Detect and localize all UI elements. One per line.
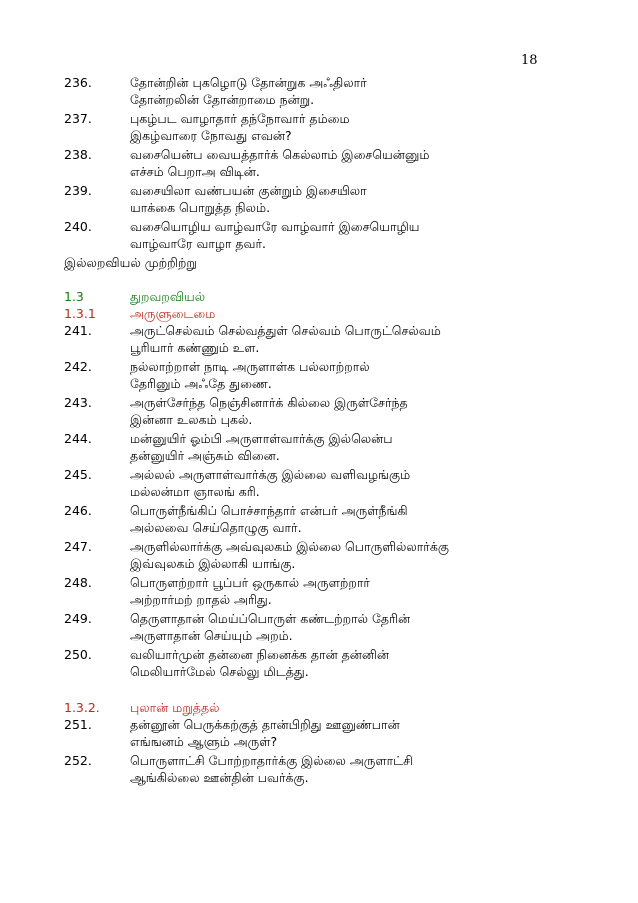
verse-number: 252.	[64, 753, 92, 768]
verse	[64, 502, 584, 536]
verse	[64, 322, 584, 356]
verse-text	[130, 752, 584, 786]
verse-line: வலியார்முன் தன்னை நினைக்க தான் தன்னின்	[130, 647, 390, 662]
verse-line: தன்னூன் பெருக்கற்குத் தான்பிறிது ஊனுண்பான்	[130, 717, 400, 732]
verse-number: 242.	[64, 359, 92, 374]
verse	[64, 146, 584, 180]
verse-number: 237.	[64, 111, 92, 126]
verse-text	[130, 538, 584, 572]
verse-number: 248.	[64, 575, 92, 590]
verse-line: அல்லல் அருளாள்வார்க்கு இல்லை வளிவழங்கும்	[130, 467, 411, 482]
verse	[64, 74, 584, 108]
verse-line: எச்சம் பெறாஅ விடின்.	[130, 164, 260, 179]
verse-line: புகழ்பட வாழாதார் தந்நோவார் தம்மை	[130, 111, 350, 126]
chapter-number: 1.3.2.	[64, 700, 100, 715]
verse	[64, 538, 584, 572]
verse-number: 250.	[64, 647, 92, 662]
verse	[64, 430, 584, 464]
chapter-number: 1.3.1	[64, 306, 96, 321]
verse-line: மெலியார்மேல் செல்லு மிடத்து.	[130, 664, 309, 679]
verse-text	[130, 182, 584, 216]
verse-line: வாழ்வாரே வாழா தவர்.	[130, 236, 267, 251]
verse-number: 240.	[64, 219, 92, 234]
verse	[64, 182, 584, 216]
verse-line: பொருள்நீங்கிப் பொச்சாந்தார் என்பர் அருள்நீங்கி	[130, 503, 408, 518]
verse-text	[130, 110, 584, 144]
verse-line: தோன்றலின் தோன்றாமை நன்று.	[130, 92, 315, 107]
verse-line: அருட்செல்வம் செல்வத்துள் செல்வம் பொருட்செல்வம்	[130, 323, 441, 338]
verse	[64, 574, 584, 608]
chapter-heading	[64, 699, 584, 716]
verse-line: இகழ்வாரை நோவது எவன்?	[130, 128, 292, 143]
verse-line: இன்னா உலகம் புகல்.	[130, 412, 253, 427]
verse-list	[64, 322, 584, 680]
verse-text	[130, 502, 584, 536]
page-content	[64, 74, 584, 788]
verse-number: 246.	[64, 503, 92, 518]
verse-text	[130, 646, 584, 680]
verse-text	[130, 358, 584, 392]
verse	[64, 752, 584, 786]
verse-line: தோன்றின் புகழொடு தோன்றுக அஃதிலார்	[130, 75, 367, 90]
verse-line: தன்னுயிர் அஞ்சும் வினை.	[130, 448, 280, 463]
verse-line: வசையென்ப வையத்தார்க் கெல்லாம் இசையென்னும்	[130, 147, 430, 162]
verse-number: 238.	[64, 147, 92, 162]
verse-line: ஆங்கில்லை ஊன்தின் பவர்க்கு.	[130, 770, 309, 785]
verse-line: எங்ஙனம் ஆளும் அருள்?	[130, 734, 278, 749]
verse	[64, 610, 584, 644]
verse	[64, 110, 584, 144]
verse-line: தெருளாதான் மெய்ப்பொருள் கண்டற்றால் தேரின்	[130, 611, 411, 626]
verse-line: மல்லன்மா ஞாலங் கரி.	[130, 484, 260, 499]
verse-number: 236.	[64, 75, 92, 90]
verse-number: 245.	[64, 467, 92, 482]
verse-text	[130, 574, 584, 608]
verse-text	[130, 74, 584, 108]
verse	[64, 218, 584, 252]
verse-text	[130, 430, 584, 464]
chapter-heading	[64, 305, 584, 322]
part-closing-text: இல்லறவியல் முற்றிற்று	[64, 255, 197, 270]
verse-number: 249.	[64, 611, 92, 626]
verse-list	[64, 74, 584, 252]
verse	[64, 394, 584, 428]
verse-line: வசையொழிய வாழ்வாரே வாழ்வார் இசையொழிய	[130, 219, 420, 234]
page-number: 18	[521, 53, 538, 68]
verse-text	[130, 146, 584, 180]
verse-line: வசையிலா வண்பயன் குன்றும் இசையிலா	[130, 183, 367, 198]
verse-line: பூரியார் கண்ணும் உள.	[130, 340, 260, 355]
verse-line: பொருளாட்சி போற்றாதார்க்கு இல்லை அருளாட்சி	[130, 753, 413, 768]
verse-line: அருளாதான் செய்யும் அறம்.	[130, 628, 293, 643]
verse-line: அருள்சேர்ந்த நெஞ்சினார்க் கில்லை இருள்சேர்ந்த	[130, 395, 408, 410]
verse-number: 244.	[64, 431, 92, 446]
verse-text	[130, 322, 584, 356]
section-number: 1.3	[64, 289, 84, 304]
verse-text	[130, 610, 584, 644]
verse-line: அல்லவை செய்தொழுகு வார்.	[130, 520, 302, 535]
verse	[64, 716, 584, 750]
verse-line: பொருளற்றார் பூப்பர் ஒருகால் அருளற்றார்	[130, 575, 370, 590]
verse-line: இவ்வுலகம் இல்லாகி யாங்கு.	[130, 556, 296, 571]
verse-number: 241.	[64, 323, 92, 338]
section-title: துறவறவியல்	[130, 289, 206, 304]
verse-line: அற்றார்மற் றாதல் அரிது.	[130, 592, 272, 607]
verse-list	[64, 716, 584, 786]
verse-line: மன்னுயிர் ஓம்பி அருளாள்வார்க்கு இல்லென்ப	[130, 431, 393, 446]
verse-line: நல்லாற்றாள் நாடி அருளாள்க பல்லாற்றால்	[130, 359, 370, 374]
verse-number: 247.	[64, 539, 92, 554]
verse-number: 243.	[64, 395, 92, 410]
verse	[64, 646, 584, 680]
verse-line: யாக்கை பொறுத்த நிலம்.	[130, 200, 271, 215]
chapter-title: புலான் மறுத்தல்	[130, 700, 220, 715]
chapter-title: அருளுடைமை	[130, 306, 216, 321]
verse-text	[130, 394, 584, 428]
verse	[64, 466, 584, 500]
verse-line: தேரினும் அஃதே துணை.	[130, 376, 272, 391]
verse-line: அருளில்லார்க்கு அவ்வுலகம் இல்லை பொருளில்லார்க்கு	[130, 539, 449, 554]
section-heading	[64, 288, 584, 305]
verse	[64, 358, 584, 392]
verse-text	[130, 716, 584, 750]
verse-number: 239.	[64, 183, 92, 198]
verse-text	[130, 466, 584, 500]
verse-number: 251.	[64, 717, 92, 732]
verse-text	[130, 218, 584, 252]
